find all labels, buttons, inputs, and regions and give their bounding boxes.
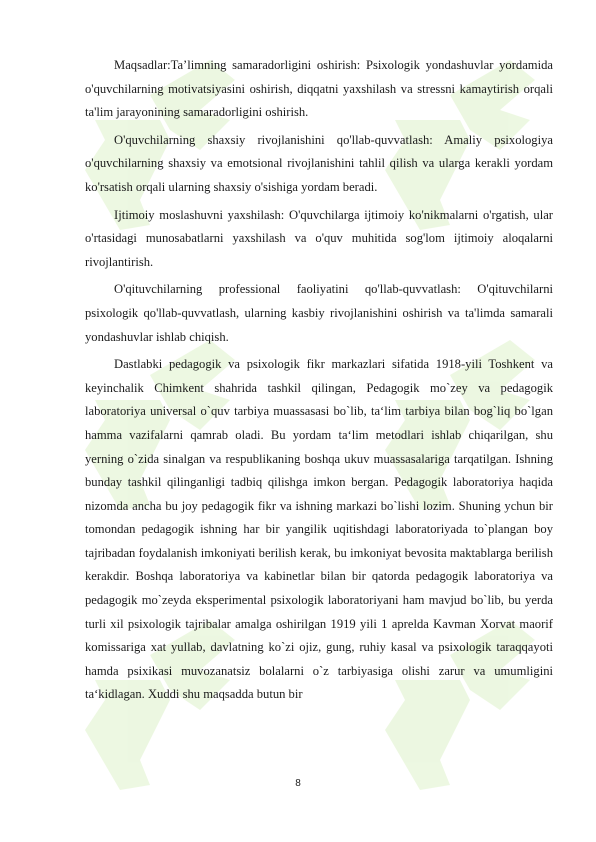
paragraph-teacher-support: O'qituvchilarning professional faoliyatini qo'llab-quvvatlash: O'qituvchilarni psixologik qo'llab-quvvatlash, ularning kasbiy rivojlanishini oshirish va ta'limda samarali yondashuvlar ishlab chiqish.	[85, 282, 553, 344]
paragraph-social-adaptation: Ijtimoiy moslashuvni yaxshilash: O'quvchilarga ijtimoiy ko'nikmalarni o'rgatish, ular o'rtasidagi munosabatlarni yaxshilash va o'quv muhitida sog'lom ijtimoiy aloqalarni rivojlantirish.	[85, 207, 553, 269]
paragraph-history: Dastlabki pedagogik va psixologik fikr markazlari sifatida 1918-yili Toshkent va keyinchalik Chimkent shahrida tashkil qilingan, Pedagogik mo`zey va pedagogik laboratoriya universal o`quv tarbiya muassasasi bo`lib, ta‘lim tarbiya bilan bog`liq bo`lgan hamma vazifalarni qamrab oladi. Bu yordam ta‘lim metodlari ishlab chiqarilgan, shu yerning o`zida sinalgan va respublikaning boshqa ukuv muassasalariga tarqatilgan. Ishning bunday tashkil qilinganligi tadbiq qilishga imkon bergan. Pedagogik laboratoriya haqida nizomda ancha bu joy pedagogik fikr va ishning markazi bo`lishi lozim. Shuning ychun bir tomondan pedagogik ishning har bir yangilik uqitishdagi laboratoriyada to`plangan boy tajribadan foydalanish imkoniyati berilish kerak, bu imkoniyat bevosita maktablarga berilish kerakdir. Boshqa laboratoriya va kabinetlar bilan bir qatorda pedagogik laboratoriya va pedagogik mo`zeyda eksperimental psixologik laboratoriyani ham mavjud bo`lib, bu yerda turli xil psixologik tajribalar amalga oshirilgan 1919 yili 1 aprelda Kavman Xorvat maorif komissariga xat yullab, davlatning ko`zi ojiz, gung, ruhiy kasal va psixologik taraqqayoti hamda psixikasi muvozanatsiz bolalarni o`z tarbiyasiga olishi zarur va umumligini ta‘kidlagan. Xuddi shu maqsadda butun bir	[85, 357, 553, 702]
page-number: 8	[295, 778, 301, 789]
paragraph-goals: Maqsadlar:Ta’limning samaradorligini oshirish: Psixologik yondashuvlar yordamida o'quvchilarning motivatsiyasini oshirish, diqqatni yaxshilash va stressni kamaytirish orqali ta'lim jarayonining samaradorligini oshirish.	[85, 58, 553, 120]
paragraph-personal-development: O'quvchilarning shaxsiy rivojlanishini qo'llab-quvvatlash: Amaliy psixologiya o'quvchilarning shaxsiy va emotsional rivojlanishini tahlil qilish va ularga kerakli yordam ko'rsatish orqali ularning shaxsiy o'sishiga yordam beradi.	[85, 132, 553, 194]
body-text	[85, 54, 553, 711]
